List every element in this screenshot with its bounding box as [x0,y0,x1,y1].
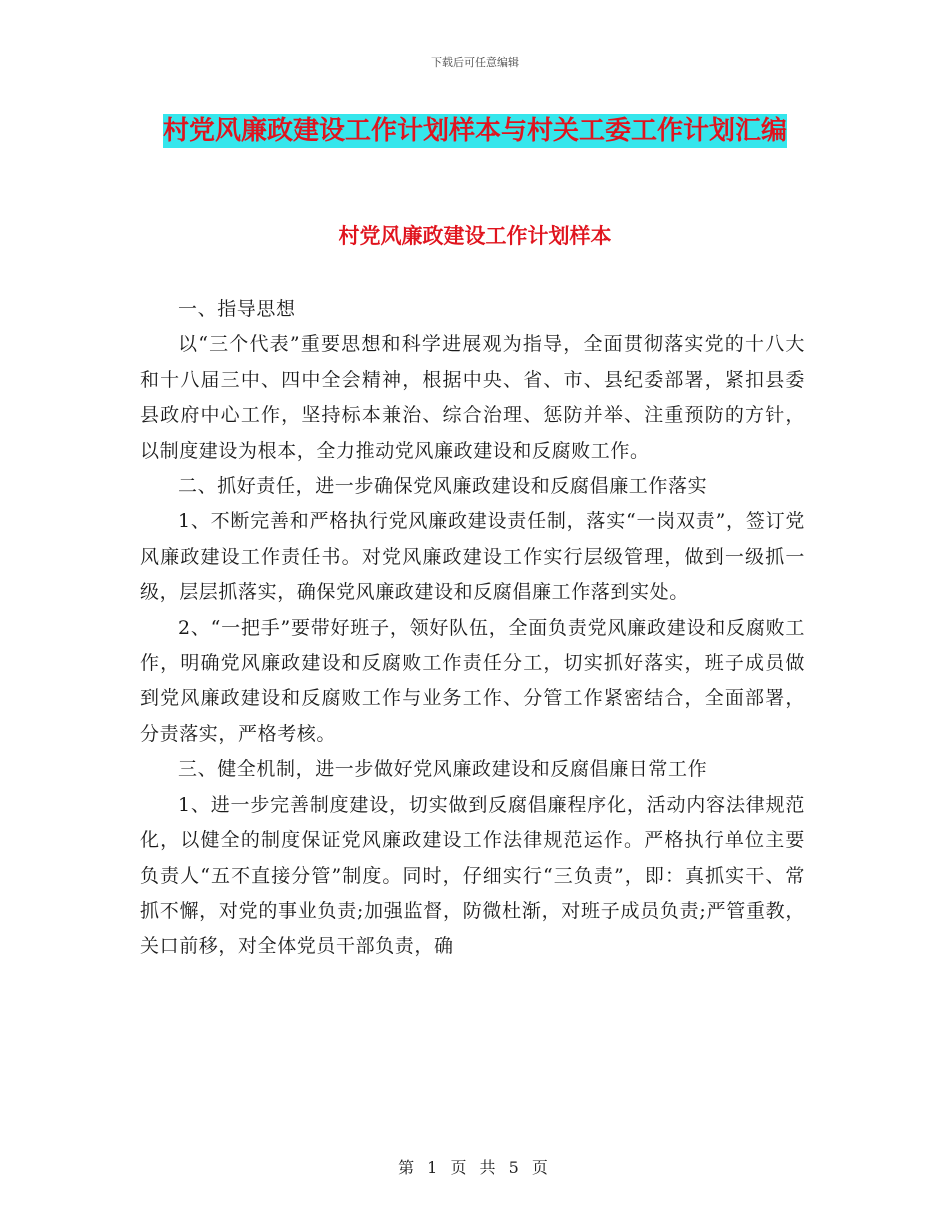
paragraph: 2、“一把手”要带好班子，领好队伍，全面负责党风廉政建设和反腐败工作，明确党风廉政建设和反腐败工作责任分工，切实抓好落实，班子成员做到党风廉政建设和反腐败工作与业务工作、分管工作紧密结合，全面部署，分责落实，严格考核。 [140,616,805,745]
heading-responsibility: 二、抓好责任，进一步确保党风廉政建设和反腐倡廉工作落实 [178,475,708,498]
paragraph: 以“三个代表”重要思想和科学进展观为指导，全面贯彻落实党的十八大和十八届三中、四中全会精神，根据中央、省、市、县纪委部署，紧扣县委县政府中心工作，坚持标本兼治、综合治理、惩防并举、注重预防的方针，以制度建设为根本，全力推动党风廉政建设和反腐败工作。 [140,333,805,462]
paragraph: 1、不断完善和严格执行党风廉政建设责任制，落实“一岗双责”，签订党风廉政建设工作责任书。对党风廉政建设工作实行层级管理，做到一级抓一级，层层抓落实，确保党风廉政建设和反腐倡廉工作落到实处。 [140,510,805,604]
paragraph: 1、进一步完善制度建设，切实做到反腐倡廉程序化，活动内容法律规范化，以健全的制度保证党风廉政建设工作法律规范运作。严格执行单位主要负责人“五不直接分管”制度。同时，仔细实行“三负责”，即：真抓实干、常抓不懈，对党的事业负责;加强监督，防微杜渐，对班子成员负责;严管重教，关口前移，对全体党员干部负责，确 [140,793,805,958]
header-note: 下载后可任意编辑 [431,56,519,69]
heading-guiding-ideology: 一、指导思想 [178,298,296,320]
page-footer: 第 1 页 共 5 页 [398,1158,552,1177]
document-title-text: 村党风廉政建设工作计划样本与村关工委工作计划汇编 [162,116,787,146]
document-title [140,108,810,154]
section-title: 村党风廉政建设工作计划样本 [338,223,612,248]
document-body [140,292,805,965]
heading-mechanism: 三、健全机制，进一步做好党风廉政建设和反腐倡廉日常工作 [178,758,708,781]
